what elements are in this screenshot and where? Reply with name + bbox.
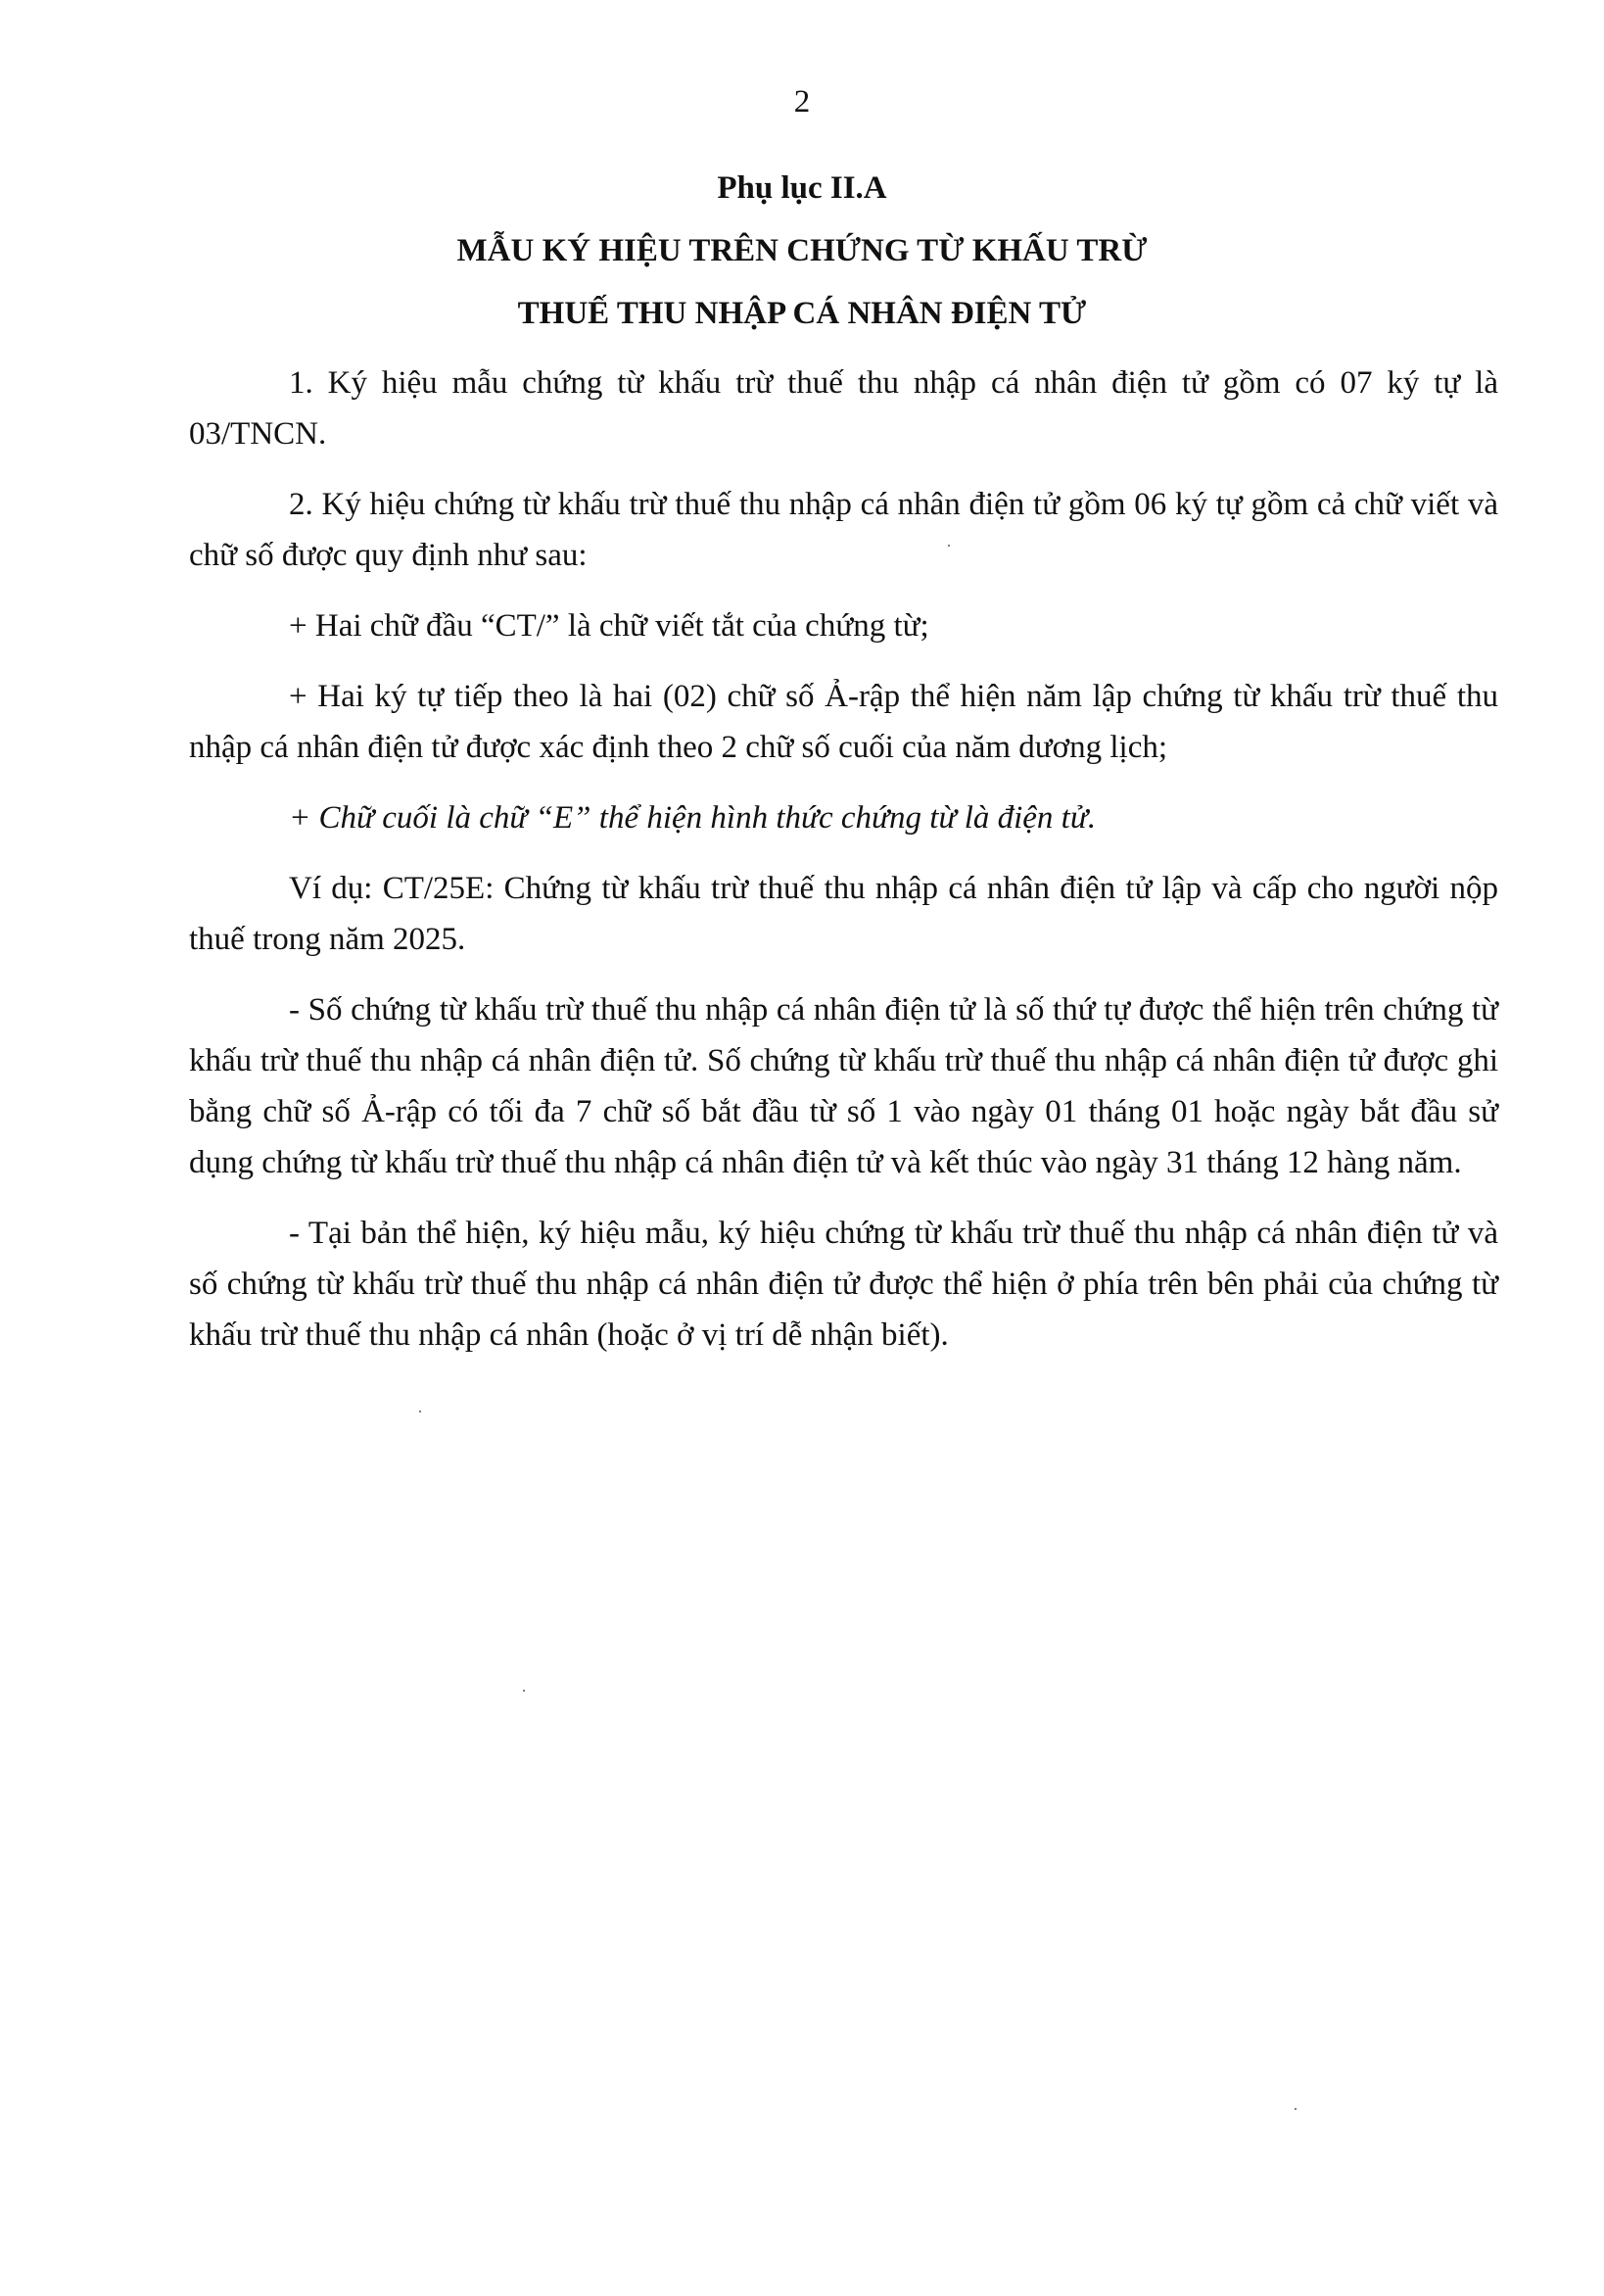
paragraph-display-position: - Tại bản thể hiện, ký hiệu mẫu, ký hiệu chứng từ khấu trừ thuế thu nhập cá nhân điện tử và số chứng từ khấu trừ thuế thu nhập cá nhân điện tử được thể hiện ở phía trên bên phải của chứng từ khấu trừ thuế thu nhập cá nhân (hoặc ở vị trí dễ nhận biết). — [189, 1216, 1498, 1353]
document-body — [189, 358, 1498, 1380]
scan-speck — [1295, 2108, 1297, 2110]
paragraph-last-char: + Chữ cuối là chữ “E” thể hiện hình thức chứng từ là điện tử. — [289, 800, 1097, 836]
scan-speck — [948, 545, 950, 547]
document-heading-line-1: MẪU KÝ HIỆU TRÊN CHỨNG TỪ KHẤU TRỪ — [456, 233, 1148, 268]
document-heading-line-2: THUẾ THU NHẬP CÁ NHÂN ĐIỆN TỬ — [517, 296, 1087, 331]
scan-speck — [419, 1411, 421, 1412]
page-number: 2 — [793, 84, 811, 120]
scan-speck — [523, 1690, 525, 1692]
appendix-title: Phụ lục II.A — [717, 170, 887, 206]
paragraph-first-two-chars: + Hai chữ đầu “CT/” là chữ viết tắt của chứng từ; — [289, 608, 929, 644]
paragraph-form-symbol: 1. Ký hiệu mẫu chứng từ khấu trừ thuế thu nhập cá nhân điện tử gồm có 07 ký tự là 03/TNCN. — [189, 365, 1498, 452]
paragraph-document-symbol: 2. Ký hiệu chứng từ khấu trừ thuế thu nhập cá nhân điện tử gồm 06 ký tự gồm cả chữ viết và chữ số được quy định như sau: — [189, 487, 1498, 573]
paragraph-document-number: - Số chứng từ khấu trừ thuế thu nhập cá nhân điện tử là số thứ tự được thể hiện trên chứng từ khấu trừ thuế thu nhập cá nhân điện tử. Số chứng từ khấu trừ thuế thu nhập cá nhân điện tử được ghi bằng chữ số Ả-rập có tối đa 7 chữ số bắt đầu từ số 1 vào ngày 01 tháng 01 hoặc ngày bắt đầu sử dụng chứng từ khấu trừ thuế thu nhập cá nhân điện tử và kết thúc vào ngày 31 tháng 12 hàng năm. — [189, 992, 1498, 1180]
paragraph-example: Ví dụ: CT/25E: Chứng từ khấu trừ thuế thu nhập cá nhân điện tử lập và cấp cho người nộp thuế trong năm 2025. — [189, 871, 1498, 957]
paragraph-next-two-chars: + Hai ký tự tiếp theo là hai (02) chữ số Ả-rập thể hiện năm lập chứng từ khấu trừ thuế thu nhập cá nhân điện tử được xác định theo 2 chữ số cuối của năm dương lịch; — [189, 679, 1498, 765]
